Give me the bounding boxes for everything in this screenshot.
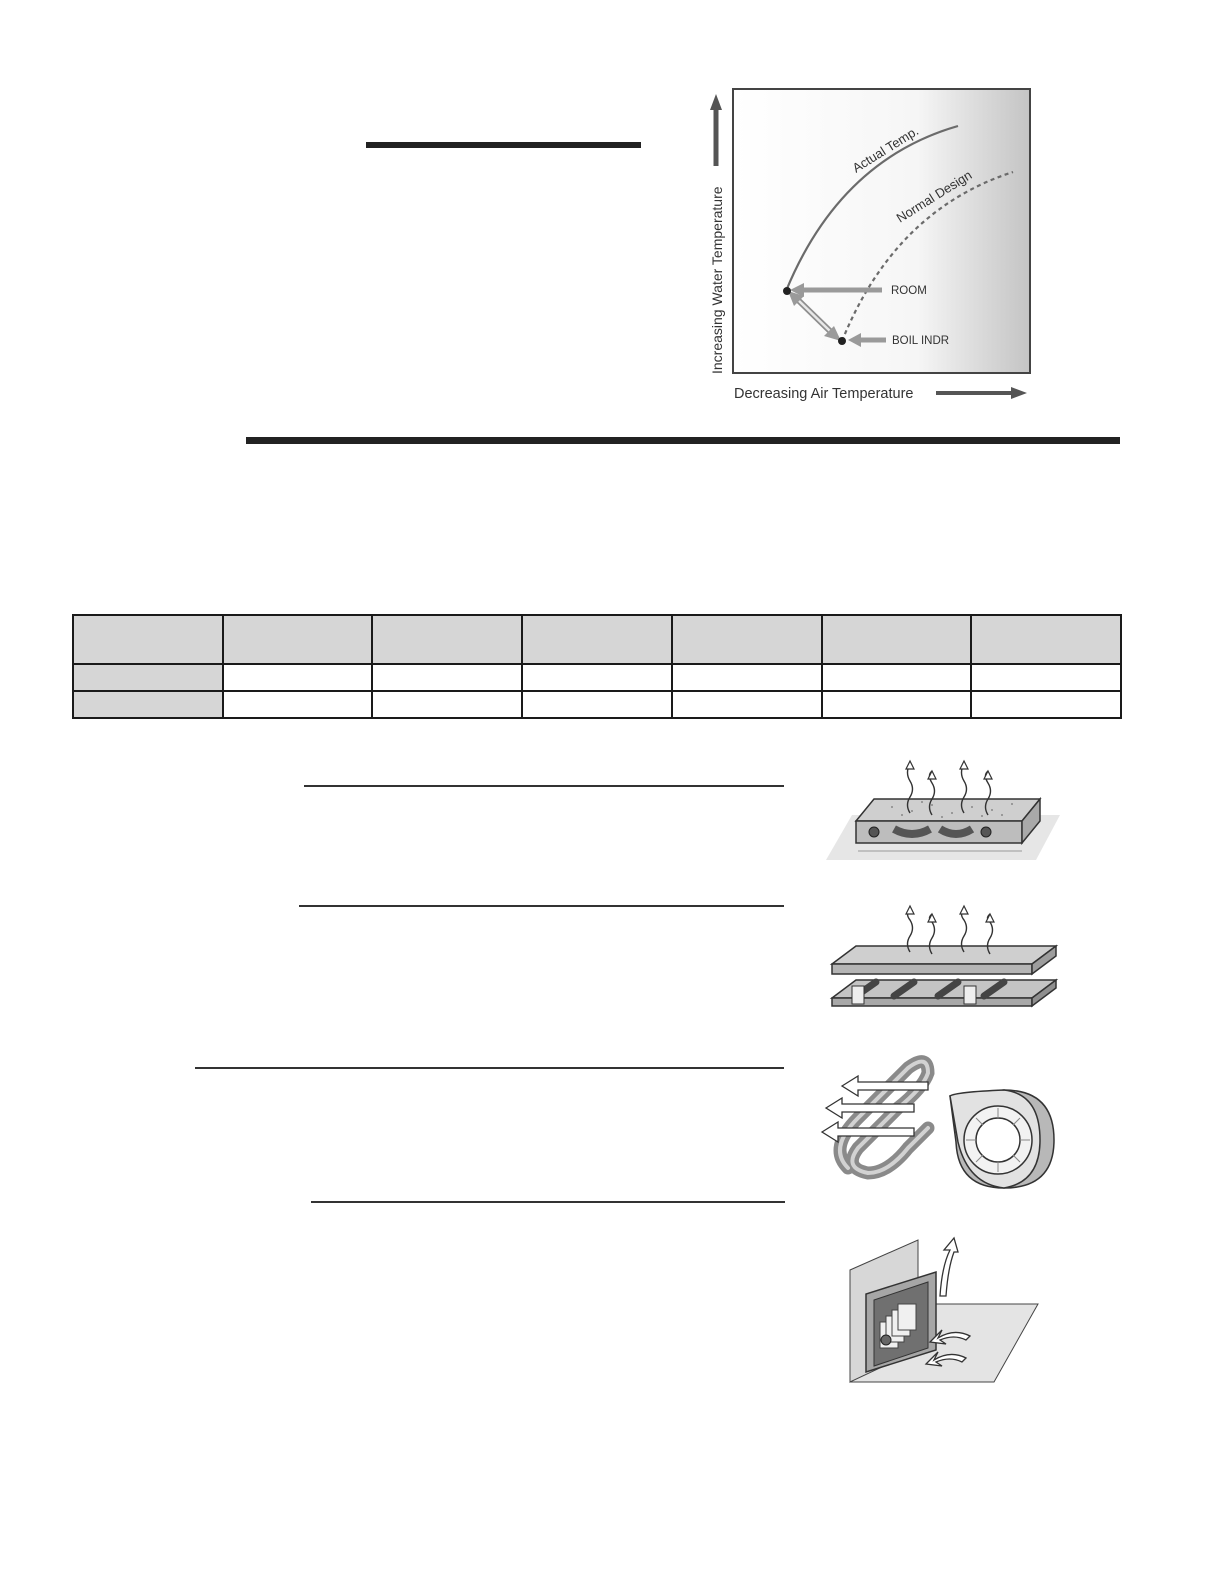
table-cell: [672, 691, 822, 718]
table-cell: [522, 664, 672, 691]
section-1-rule: [304, 785, 784, 787]
table-cell: [522, 691, 672, 718]
table-header-cell: [73, 615, 223, 664]
table-header-cell: [522, 615, 672, 664]
table-header-cell: [672, 615, 822, 664]
x-axis-label: Decreasing Air Temperature: [734, 386, 914, 402]
actual-temp-point: [783, 287, 791, 295]
x-axis-arrow: [936, 387, 1027, 399]
settings-table: [72, 614, 1122, 719]
series-actual-temp-label: Actual Temp.: [849, 123, 922, 176]
series-normal-design-label: Normal Design: [893, 167, 975, 226]
table-row-header: [73, 691, 223, 718]
table-cell: [822, 664, 972, 691]
table-header-cell: [971, 615, 1121, 664]
table-header-cell: [223, 615, 373, 664]
radiant-slab-icon: [822, 755, 1064, 865]
table-row: [73, 691, 1121, 718]
chart-plot-area: [733, 89, 1030, 373]
baseboard-convector-icon: [846, 1236, 1040, 1386]
reset-curve-chart: [700, 80, 1045, 410]
table-cell: [822, 691, 972, 718]
table-cell: [971, 664, 1121, 691]
heading-rule: [366, 142, 641, 148]
y-axis-arrow: [710, 94, 722, 166]
table-row-header: [73, 664, 223, 691]
table-header-cell: [822, 615, 972, 664]
table-cell: [223, 691, 373, 718]
section-rule: [246, 437, 1120, 444]
y-axis-label: Increasing Water Temperature: [709, 186, 725, 374]
fan-coil-icon: [818, 1048, 1060, 1190]
section-2-rule: [299, 905, 784, 907]
section-4-rule: [311, 1201, 785, 1203]
table-row: [73, 664, 1121, 691]
boil-indr-label: BOIL INDR: [892, 335, 950, 347]
table-cell: [223, 664, 373, 691]
table-cell: [372, 664, 522, 691]
section-3-rule: [195, 1067, 784, 1069]
table-header-row: [73, 615, 1121, 664]
table-header-cell: [372, 615, 522, 664]
radiant-subfloor-icon: [826, 900, 1062, 1012]
normal-design-point: [838, 337, 846, 345]
table-cell: [372, 691, 522, 718]
table-cell: [672, 664, 822, 691]
room-label: ROOM: [891, 285, 927, 297]
table-cell: [971, 691, 1121, 718]
